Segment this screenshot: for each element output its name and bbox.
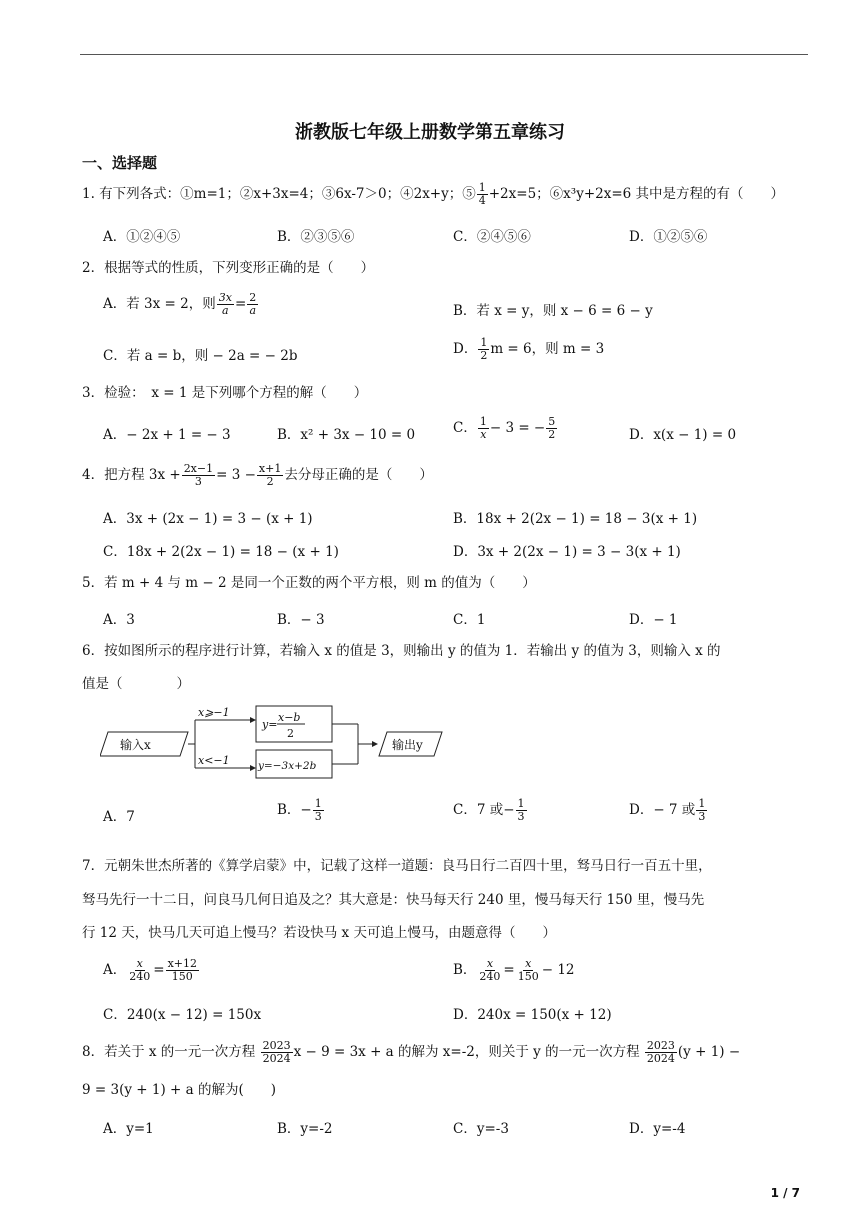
q3-option-d: D．x(x − 1) = 0 (629, 427, 737, 443)
q5-option-d: D．− 1 (629, 612, 678, 628)
program-flowchart (100, 700, 450, 780)
q4-option-a: A．3x + (2x − 1) = 3 − (x + 1) (103, 511, 313, 527)
q2-option-d: D． $\frac{1}{2}$ m = 6，则 m = 3 (453, 336, 605, 362)
question-8-stem-line2: 9 = 3(y + 1) + a 的解为( ) (82, 1082, 276, 1098)
q6-option-c: C．7 或− $\frac{1}{3}$ (453, 797, 525, 823)
q8-option-d: D．y=-4 (629, 1121, 686, 1137)
output-label: 输出y (392, 738, 423, 752)
question-8-stem-line1: 8．若关于 x 的一元一次方程 $\frac{2023}{2024}$ x − 9 = 3x + a 的解为 x=-2，则关于 y 的一元一次方程 $\frac{2023}{2024}$ (y + 1) − (82, 1039, 741, 1065)
question-7-stem-line3: 行 12 天，快马几天可追上慢马？若设快马 x 天可追上慢马，由题意得（ ） (82, 925, 556, 941)
page-number: 1 / 7 (770, 1186, 800, 1200)
question-7-stem-line1: 7．元朝朱世杰所著的《算学启蒙》中，记载了这样一道题：良马日行二百四十里，驽马日行一百五十里， (82, 858, 712, 874)
input-label: 输入x (120, 738, 151, 752)
question-4-stem: 4．把方程 3x + $\frac{2x-1}{3}$ = 3 − $\frac{x+1}{2}$ 去分母正确的是（ ） (82, 462, 433, 488)
question-6-stem-line1: 6．按如图所示的程序进行计算，若输入 x 的值是 3，则输出 y 的值为 1．若输出 y 的值为 3，则输入 x 的 (82, 643, 721, 659)
q1-option-b: B．②③⑤⑥ (277, 229, 355, 245)
q4-option-d: D．3x + 2(2x − 1) = 3 − 3(x + 1) (453, 544, 681, 560)
q8-option-b: B．y=-2 (277, 1121, 333, 1137)
svg-text:y=: y= (262, 718, 278, 731)
q4-option-b: B．18x + 2(2x − 1) = 18 − 3(x + 1) (453, 511, 698, 527)
q5-option-b: B．− 3 (277, 612, 325, 628)
question-3-stem: 3．检验： x = 1 是下列哪个方程的解（ ） (82, 385, 368, 401)
q7-option-c: C．240(x − 12) = 150x (103, 1007, 262, 1023)
q1-option-a: A．①②④⑤ (103, 229, 181, 245)
page-title: 浙教版七年级上册数学第五章练习 (295, 122, 565, 143)
q3-option-c: C． $\frac{1}{x}$ − 3 = − $\frac{5}{2}$ (453, 415, 556, 441)
header-rule (80, 54, 808, 55)
q2-option-a: A．若 3x = 2，则 $\frac{3x}{a}$ = $\frac{2}{a}$ (103, 291, 257, 317)
condition-bottom: x<−1 (198, 754, 230, 767)
fraction: $\frac{1}{4}$ (478, 181, 486, 207)
section-heading: 一、选择题 (82, 154, 158, 172)
q7-option-d: D．240x = 150(x + 12) (453, 1007, 612, 1023)
svg-text:2: 2 (287, 727, 294, 740)
svg-text:y=−3x+2b: y=−3x+2b (258, 760, 317, 772)
q5-option-c: C．1 (453, 612, 486, 628)
q2-option-c: C．若 a = b，则 − 2a = − 2b (103, 348, 298, 364)
q8-option-c: C．y=-3 (453, 1121, 509, 1137)
q7-option-b: B． $\frac{x}{240}$ = $\frac{x}{150}$ − 12 (453, 957, 575, 983)
question-7-stem-line2: 驽马先行一十二日，问良马几何日追及之？其大意是：快马每天行 240 里，慢马每天行 150 里，慢马先 (82, 892, 705, 908)
question-1-stem: 1. 有下列各式：①m=1；②x+3x=4；③6x-7＞0；④2x+y；⑤ $\frac{1}{4}$ +2x=5；⑥x³y+2x=6 其中是方程的有（ ） (82, 181, 785, 207)
q6-option-d: D．− 7 或 $\frac{1}{3}$ (629, 797, 706, 823)
q3-option-b: B．x² + 3x − 10 = 0 (277, 427, 416, 443)
q1-option-d: D．①②⑤⑥ (629, 229, 708, 245)
q8-option-a: A．y=1 (103, 1121, 154, 1137)
q7-option-a: A． $\frac{x}{240}$ = $\frac{x+12}{150}$ (103, 957, 197, 983)
q2-option-b: B．若 x = y，则 x − 6 = 6 − y (453, 303, 653, 319)
q6-option-b: B．− $\frac{1}{3}$ (277, 797, 322, 823)
q1-option-c: C．②④⑤⑥ (453, 229, 531, 245)
question-2-stem: 2．根据等式的性质，下列变形正确的是（ ） (82, 260, 375, 276)
q4-option-c: C．18x + 2(2x − 1) = 18 − (x + 1) (103, 544, 339, 560)
question-5-stem: 5．若 m + 4 与 m − 2 是同一个正数的两个平方根，则 m 的值为（ ） (82, 575, 536, 591)
question-6-stem-line2: 值是（ ） (82, 676, 190, 692)
q5-option-a: A．3 (103, 612, 135, 628)
q6-option-a: A．7 (103, 809, 135, 825)
q3-option-a: A．− 2x + 1 = − 3 (103, 427, 231, 443)
svg-text:x−b: x−b (278, 711, 301, 724)
condition-top: x⩾−1 (198, 706, 230, 719)
